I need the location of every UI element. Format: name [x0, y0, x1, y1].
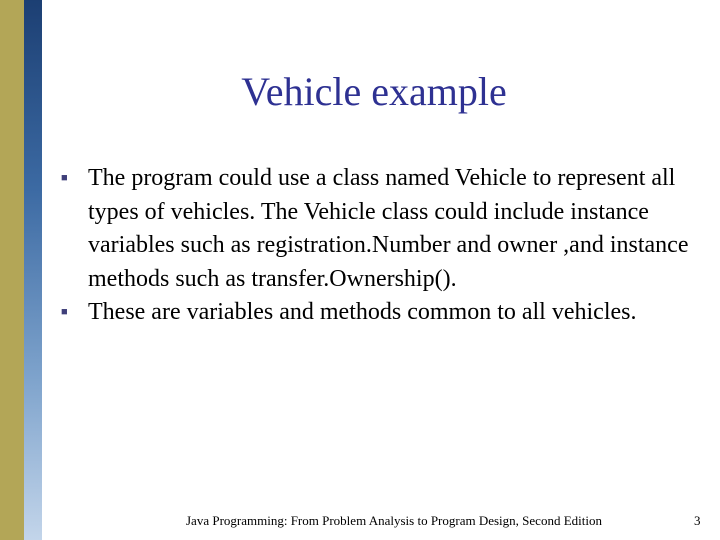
bullet-item — [60, 162, 710, 296]
bullet-text: These are variables and methods common to all vehicles. — [88, 299, 637, 326]
square-bullet-icon: ■ — [61, 172, 68, 184]
page-number: 3 — [694, 513, 701, 528]
sidebar-olive-stripe — [0, 0, 24, 540]
slide-title: Vehicle example — [241, 69, 507, 114]
footer-text: Java Programming: From Problem Analysis to Program Design, Second Edition — [186, 513, 602, 528]
bullet-item — [60, 296, 710, 330]
sidebar-blue-gradient-stripe — [24, 0, 42, 540]
bullet-list — [60, 162, 710, 330]
square-bullet-icon: ■ — [61, 306, 68, 319]
bullet-text: The program could use a class named Vehicle to represent all types of vehicles. The Vehicle class could include instance variables such as registration.Number and owner ,and instance methods such as transfer.Ownership(). — [88, 165, 689, 292]
